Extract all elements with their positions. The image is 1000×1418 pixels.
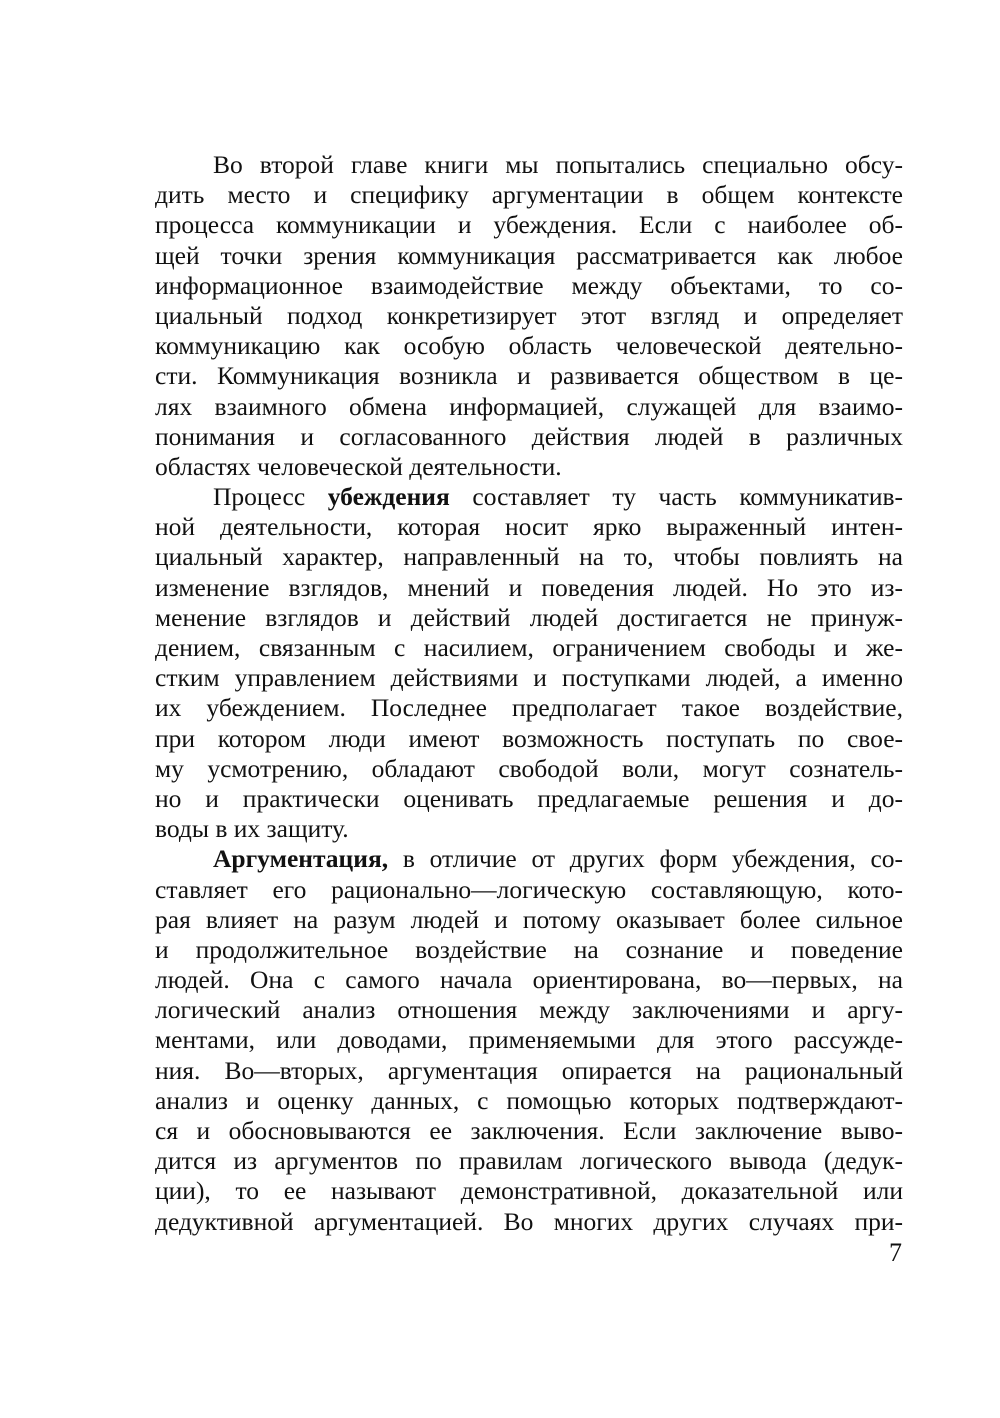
- text-segment: циальный характер, направленный на то, чтобы повлиять на: [155, 542, 903, 572]
- text-line: [155, 210, 903, 240]
- text-line: [155, 1146, 903, 1176]
- text-line: [155, 392, 903, 422]
- text-line: [155, 150, 903, 180]
- text-segment: ной деятельности, которая носит ярко выраженный интен-: [155, 512, 903, 542]
- text-segment: понимания и согласованного действия людей в различных: [155, 421, 903, 451]
- text-line: [155, 1116, 903, 1146]
- text-segment: щей точки зрения коммуникация рассматривается как любое: [155, 240, 903, 270]
- text-segment: областях человеческой деятельности.: [155, 451, 562, 481]
- text-segment: Во второй главе книги мы попытались специально обсу-: [213, 150, 903, 179]
- text-line: [155, 663, 903, 693]
- text-segment: циальный подход конкретизирует этот взгляд и определяет: [155, 300, 903, 330]
- text-segment: изменение взглядов, мнений и поведения людей. Но это из-: [155, 572, 903, 602]
- text-segment: дить место и специфику аргументации в общем контексте: [155, 180, 903, 210]
- text-segment: процесса коммуникации и убеждения. Если с наиболее об-: [155, 210, 903, 240]
- text-line: [155, 875, 903, 905]
- text-line: [155, 452, 903, 482]
- text-segment: но и практически оценивать предлагаемые решения и до-: [155, 783, 903, 813]
- text-line: [155, 271, 903, 301]
- text-line: [155, 241, 903, 271]
- text-segment: ния. Во—вторых, аргументация опирается на рациональный: [155, 1055, 903, 1085]
- text-segment: дением, связанным с насилием, ограничением свободы и же-: [155, 633, 903, 662]
- text-line: [155, 633, 903, 663]
- text-line: [155, 573, 903, 603]
- text-line: [155, 180, 903, 210]
- text-segment: в отличие от других форм убеждения, со-: [388, 844, 903, 874]
- text-line: [155, 603, 903, 633]
- text-segment: менение взглядов и действий людей достигается не принуж-: [155, 602, 903, 632]
- text-segment: воды в их защиту.: [155, 814, 349, 844]
- text-line: [155, 1207, 903, 1237]
- text-segment: и продолжительное воздействие на сознание и поведение: [155, 934, 903, 964]
- text-line: [155, 1025, 903, 1055]
- bold-term: убеждения: [327, 482, 450, 512]
- page-number: 7: [889, 1238, 902, 1267]
- text-line: [155, 512, 903, 542]
- text-line: [155, 905, 903, 935]
- text-line: [155, 542, 903, 572]
- text-segment: логический анализ отношения между заключениями и аргу-: [155, 995, 903, 1025]
- text-line: [155, 361, 903, 391]
- text-segment: их убеждением. Последнее предполагает такое воздействие,: [155, 693, 903, 723]
- text-line: [155, 331, 903, 361]
- text-segment: анализ и оценку данных, с помощью которых подтверждают-: [155, 1085, 903, 1115]
- text-line: [155, 935, 903, 965]
- text-segment: составляет ту часть коммуникатив-: [449, 482, 903, 512]
- text-segment: дится из аргументов по правилам логического вывода (дедук-: [155, 1146, 903, 1176]
- text-line: [155, 301, 903, 331]
- text-segment: при котором люди имеют возможность поступать по свое-: [155, 723, 903, 753]
- text-segment: стким управлением действиями и поступками людей, а именно: [155, 663, 903, 693]
- text-segment: ставляет его рационально—логическую составляющую, кото-: [155, 874, 903, 904]
- text-line: [155, 1176, 903, 1206]
- text-line: [155, 754, 903, 784]
- bold-term: Аргументация,: [213, 844, 389, 874]
- text-line: [155, 844, 903, 874]
- text-line: [155, 482, 903, 512]
- text-segment: ментами, или доводами, применяемыми для этого рассужде-: [155, 1025, 903, 1055]
- text-line: [155, 784, 903, 814]
- paragraph: [155, 150, 903, 482]
- text-segment: дедуктивной аргументацией. Во многих других случаях при-: [155, 1206, 903, 1236]
- text-line: [155, 814, 903, 844]
- text-line: [155, 422, 903, 452]
- text-segment: ции), то ее называют демонстративной, доказательной или: [155, 1176, 903, 1206]
- text-line: [155, 965, 903, 995]
- text-segment: коммуникацию как особую область человеческой деятельно-: [155, 331, 903, 361]
- paragraph: [155, 844, 903, 1236]
- text-line: [155, 995, 903, 1025]
- text-line: [155, 1056, 903, 1086]
- text-line: [155, 724, 903, 754]
- text-segment: ся и обосновываются ее заключения. Если заключение выво-: [155, 1116, 903, 1145]
- paragraph: [155, 482, 903, 844]
- text-segment: информационное взаимодействие между объектами, то со-: [155, 270, 903, 300]
- text-segment: Процесс: [213, 482, 328, 512]
- text-segment: сти. Коммуникация возникла и развивается обществом в це-: [155, 361, 903, 391]
- text-segment: лях взаимного обмена информацией, служащей для взаимо-: [155, 391, 903, 421]
- text-segment: му усмотрению, обладают свободой воли, могут сознатель-: [155, 753, 903, 783]
- text-line: [155, 1086, 903, 1116]
- text-segment: рая влияет на разум людей и потому оказывает более сильное: [155, 904, 903, 934]
- text-segment: людей. Она с самого начала ориентирована, во—первых, на: [155, 965, 903, 995]
- text-line: [155, 693, 903, 723]
- body-text: [155, 150, 903, 1237]
